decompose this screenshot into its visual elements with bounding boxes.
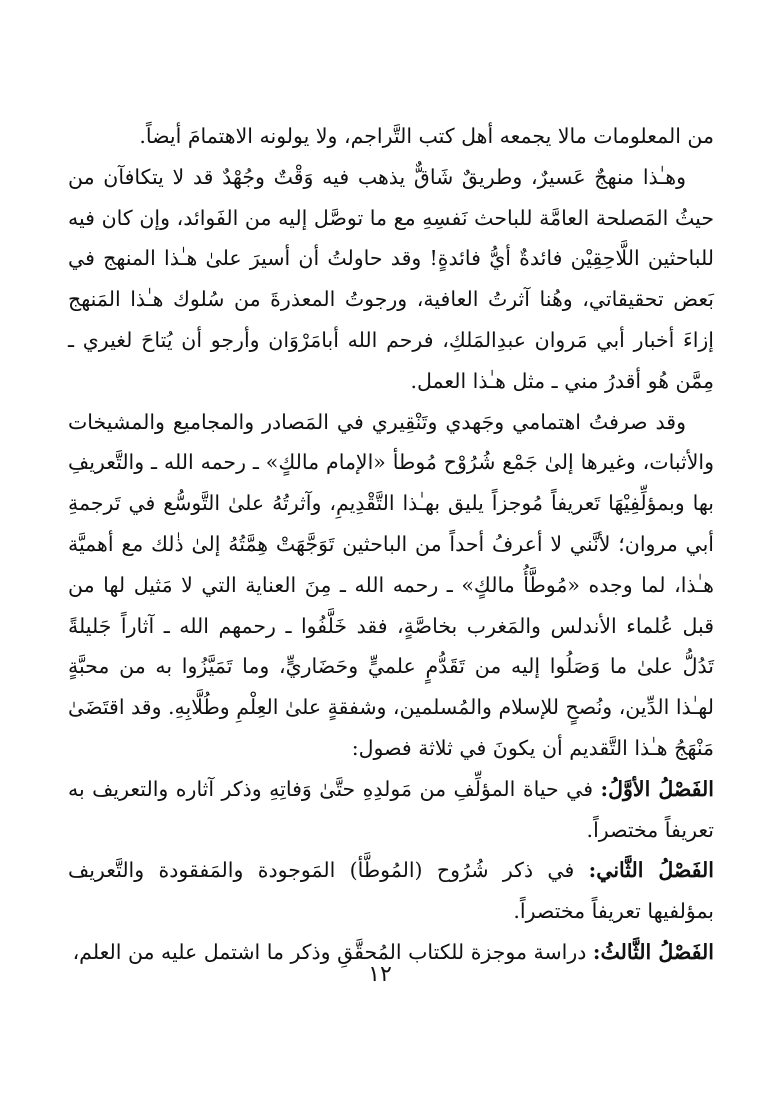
chapter-two-title: الفَصْلُ الثَّاني:	[588, 858, 714, 883]
chapter-two	[68, 850, 714, 932]
paragraph-focus: وقد صرفتُ اهتمامي وجَهدي وتَنْقِيري في المَصادر والمجاميع والمشيخات والأثبات، وغيرها إلىٰ جَمْع شُرُوْح مُوطأ «الإمام مالكٍ» ـ رحمه الله ـ والتَّعريفِ بها وبمؤلِّفِيْهَا تَعريفاً مُوجزاً يليق بهـٰذا التَّقْدِيمِ، وآثرتُهُ علىٰ التَّوسُّع في تَرجمةِ أبي مروان؛ لأنَّني لا أعرفُ أحداً من الباحثين تَوَجَّهَتْ هِمَّتُهُ إلىٰ ذٰلك مع أهميَّة هـٰذا، لما وجده «مُوطَّأُ مالكٍ» ـ رحمه الله ـ مِنَ العناية التي لا مَثيل لها من قبل عُلماء الأندلس والمَغرب بخاصَّةٍ، فقد خَلَّفُوا ـ رحمهم الله ـ آثاراً جَليلةً تَدُلُّ علىٰ ما وَصَلُوا إليه من تَقَدُّمٍ علميٍّ وحَضَاريٍّ، وما تَمَيَّزُوا به من محبَّةٍ لهـٰذا الدِّين، ونُصحٍ للإسلام والمُسلمين، وشفقةٍ علىٰ العِلْمِ وطُلَّابِهِ. وقد اقتَضَىٰ مَنْهَجُ هـٰذا التَّقديم أن يكونَ في ثلاثة فصول:	[67, 409, 714, 760]
chapter-three-text: دراسة موجزة للكتاب المُحقَّقِ وذكر ما اشتمل عليه من العلم،	[72, 939, 593, 964]
chapter-one	[68, 769, 714, 851]
chapter-two-text: في ذكر شُرُوح (المُوطَّأ) المَوجودة والمَفقودة والتَّعريف بمؤلفيها تعريفاً مختصراً.	[68, 858, 714, 924]
page-body	[68, 116, 714, 973]
chapter-one-title: الفَصْلُ الأوَّلُ:	[600, 776, 714, 801]
chapter-one-text: في حياة المؤلِّفِ من مَولدِهِ حتَّىٰ وَفاتِهِ وذكر آثاره والتعريف به تعريفاً مختصراً.	[68, 776, 714, 842]
paragraph-method: وهـٰذا منهجٌ عَسيرٌ، وطريقٌ شَاقٌّ يذهب فيه وَقْتٌ وجُهْدٌ قد لا يتكافآن من حيثُ المَصلحة العامَّة للباحث نَفسِهِ مع ما توصَّل إليه من الفَوائد، وإن كان فيه للباحثين اللَّاحِقِيْن فائدةٌ أيُّ فائدةٍ! وقد حاولتُ أن أسيرَ علىٰ هـٰذا المنهج في بَعض تحقيقاتي، وهُنا آثرتُ العافية، ورجوتُ المعذرةَ من سُلوك هـٰذا المَنهج إزاءَ أخبار أبي مَروان عبدِالمَلكِ، فرحم الله أبامَرْوَان وأرجو أن يُتاحَ لغيري ـ مِمَّن هُو أقدرُ مني ـ مثل هـٰذا العمل.	[68, 164, 714, 393]
chapter-three-title: الفَصْلُ الثَّالثُ:	[592, 939, 714, 964]
page-number: ١٢	[368, 962, 392, 987]
paragraph-continuation: من المعلومات مالا يجمعه أهل كتب التَّراجم، ولا يولونه الاهتمامَ أيضاً.	[139, 124, 714, 148]
